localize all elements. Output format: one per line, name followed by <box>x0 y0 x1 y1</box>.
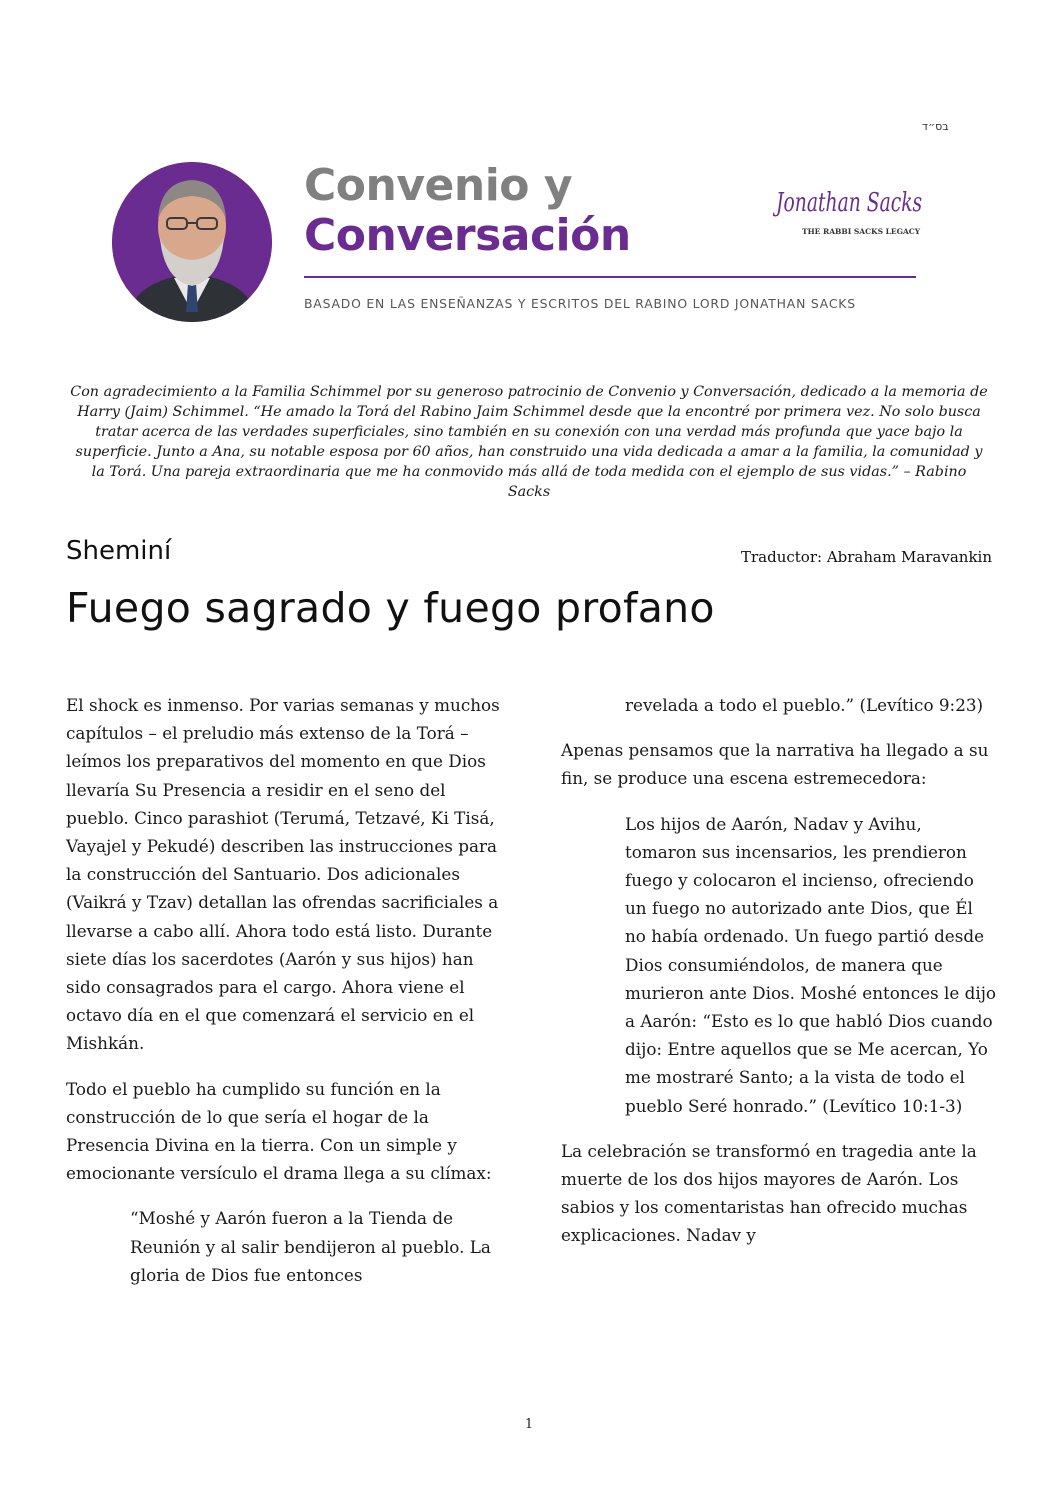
article-title: Fuego sagrado y fuego profano <box>66 584 715 632</box>
block-quote: “Moshé y Aarón fueron a la Tienda de Reunión y al salir bendijeron al pueblo. La gloria de Dios fue entonces <box>130 1208 491 1285</box>
paragraph: Apenas pensamos que la narrativa ha llegado a su fin, se produce una escena estremecedora: <box>561 740 989 789</box>
block-quote-continued: revelada a todo el pueblo.” (Levítico 9:23) <box>625 695 984 715</box>
right-column <box>561 691 997 1267</box>
newsletter-title-line1: Convenio y <box>304 160 573 211</box>
translator-credit: Traductor: Abraham Maravankin <box>740 548 992 566</box>
parasha-name: Sheminí <box>66 536 172 566</box>
bsd-mark: בס״ד <box>922 120 949 133</box>
block-quote: Los hijos de Aarón, Nadav y Avihu, tomaron sus incensarios, les prendieron fuego y colocaron el incienso, ofreciendo un fuego no autorizado ante Dios, que Él no había ordenado. Un fuego partió desde Dios consumiéndolos, de manera que murieron ante Dios. Moshé entonces le dijo a Aarón: “Esto es lo que habló Dios cuando dijo: Entre aquellos que se Me acercan, Yo me mostraré Santo; a la vista de todo el pueblo Seré honrado.” (Levítico 10:1-3) <box>625 813 997 1116</box>
dedication-text: Con agradecimiento a la Familia Schimmel por su generoso patrocinio de Convenio y Conversación, dedicado a la memoria de Harry (Jaim) Schimmel. “He amado la Torá del Rabino Jaim Schimmel desde que la encontré por primera vez. No solo busca tratar acerca de las verdades superficiales, sino también en su conexión con una verdad más profunda que yace bajo la superficie. Junto a Ana, su notable esposa por 60 años, han construido una vida dedicada a amar a la familia, la comunidad y la Torá. Una pareja extraordinaria que me ha conmovido más allá de toda medida con el ejemplo de sus vidas.” – Rabino Sacks <box>70 384 988 501</box>
header-divider <box>304 276 916 278</box>
paragraph: Todo el pueblo ha cumplido su función en la construcción de lo que sería el hogar de la Presencia Divina en la tierra. Con un simple y emocionante versículo el drama llega a su clímax: <box>66 1078 492 1184</box>
paragraph: El shock es inmenso. Por varias semanas y muchos capítulos – el preludio más extenso de la Torá – leímos los preparativos del momento en que Dios llevaría Su Presencia a residir en el seno del pueblo. Cinco parashiot (Terumá, Tetzavé, Ki Tisá, Vayajel y Pekudé) describen las instrucciones para la construcción del Santuario. Dos adicionales (Vaikrá y Tzav) detallan las ofrendas sacrificiales a llevarse a cabo allí. Ahora todo está listo. Durante siete días los sacerdotes (Aarón y sus hijos) han sido consagrados para el cargo. Ahora viene el octavo día en el que comenzará el servicio en el Mishkán. <box>66 695 500 1054</box>
page-number: 1 <box>524 1417 534 1432</box>
legacy-tagline: THE RABBI SACKS LEGACY <box>802 227 921 236</box>
signature-logo: Jonathan Sacks <box>776 188 923 218</box>
paragraph: La celebración se transformó en tragedia ante la muerte de los dos hijos mayores de Aarón. Los sabios y los comentaristas han ofrecido muchas explicaciones. Nadav y <box>561 1140 977 1246</box>
newsletter-subtitle: BASADO EN LAS ENSEÑANZAS Y ESCRITOS DEL RABINO LORD JONATHAN SACKS <box>304 296 856 311</box>
rabbi-portrait-image <box>112 162 272 322</box>
newsletter-title-line2: Conversación <box>304 210 631 261</box>
left-column <box>66 691 511 1306</box>
